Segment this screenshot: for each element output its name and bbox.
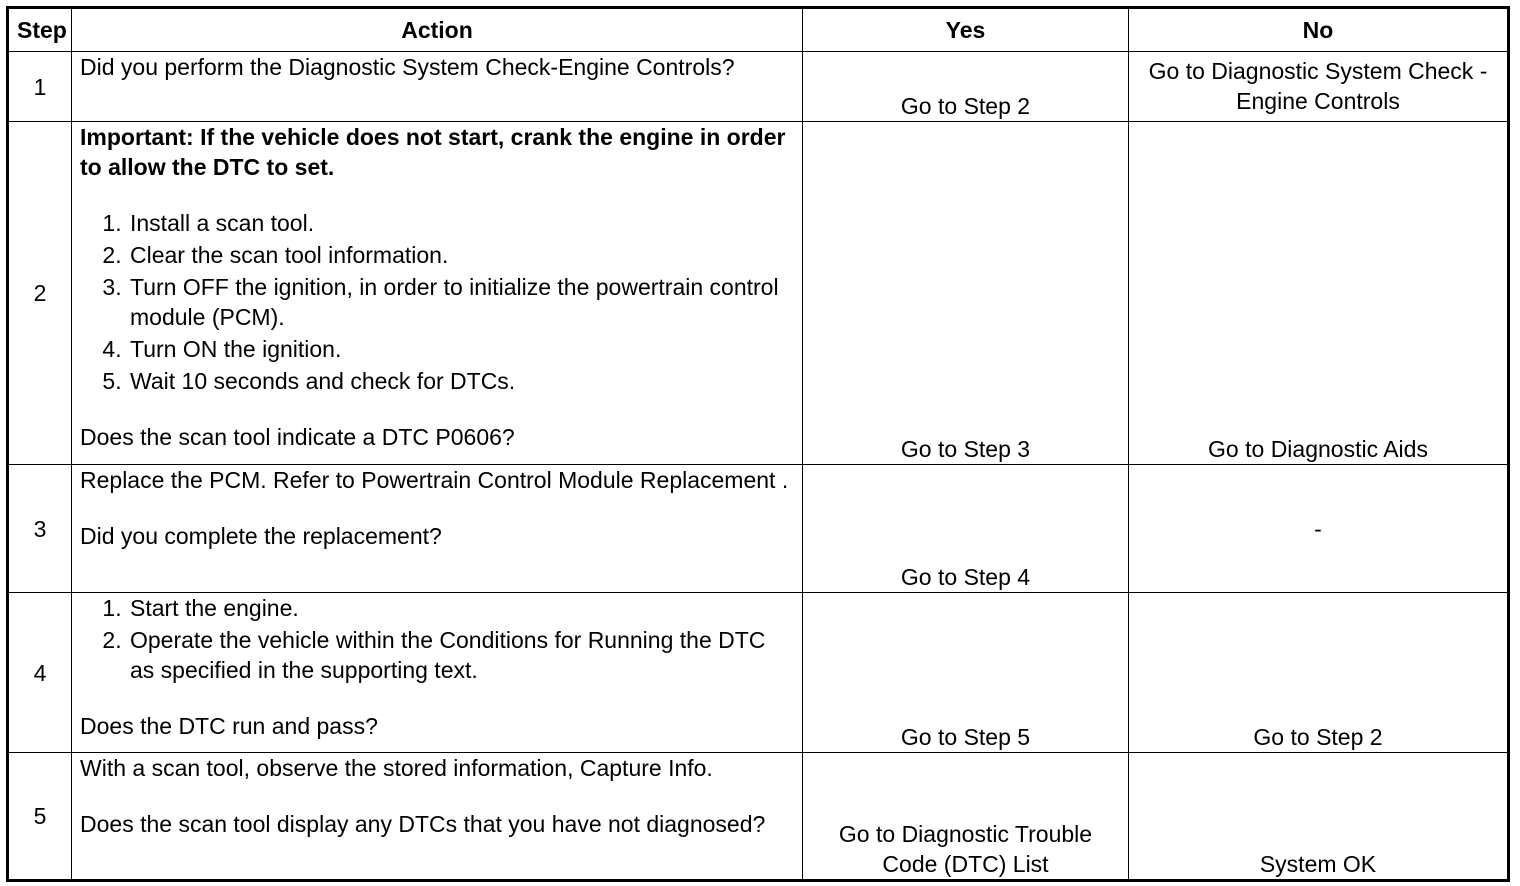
header-action: Action: [72, 8, 803, 52]
table-row: [8, 465, 1509, 593]
action-text: Did you perform the Diagnostic System Check-Engine Controls?: [80, 54, 735, 80]
yes-cell: Go to Diagnostic Trouble Code (DTC) List: [803, 753, 1129, 881]
action-text: Replace the PCM. Refer to Powertrain Control Module Replacement .: [80, 467, 789, 493]
list-item: 3. Turn OFF the ignition, in order to initialize the powertrain control module (PCM).: [128, 272, 794, 332]
action-cell: [72, 52, 803, 122]
action-cell: [72, 465, 803, 593]
step-number: 2: [8, 122, 72, 465]
question-text: Did you complete the replacement?: [80, 523, 442, 549]
table-row: [8, 753, 1509, 881]
question-text: Does the scan tool indicate a DTC P0606?: [80, 424, 515, 450]
list-item: 1. Install a scan tool.: [128, 208, 794, 238]
list-item: 5. Wait 10 seconds and check for DTCs.: [128, 366, 794, 396]
step-number: 5: [8, 753, 72, 881]
list-item: 4. Turn ON the ignition.: [128, 334, 794, 364]
no-cell: Go to Step 2: [1129, 593, 1509, 753]
no-cell: Go to Diagnostic System Check - Engine Controls: [1129, 52, 1509, 122]
action-cell: [72, 753, 803, 881]
step-number: 3: [8, 465, 72, 593]
procedure-list: [80, 593, 794, 685]
no-cell: System OK: [1129, 753, 1509, 881]
step-number: 1: [8, 52, 72, 122]
table-row: [8, 122, 1509, 465]
list-item: 1. Start the engine.: [128, 593, 794, 623]
important-note: Important: If the vehicle does not start, crank the engine in order to allow the DTC to set.: [80, 124, 786, 180]
question-text: Does the scan tool display any DTCs that you have not diagnosed?: [80, 811, 766, 837]
action-cell: [72, 122, 803, 465]
header-yes: Yes: [803, 8, 1129, 52]
step-number: 4: [8, 593, 72, 753]
yes-cell: Go to Step 2: [803, 52, 1129, 122]
action-cell: [72, 593, 803, 753]
table-row: [8, 52, 1509, 122]
no-cell: Go to Diagnostic Aids: [1129, 122, 1509, 465]
yes-cell: Go to Step 5: [803, 593, 1129, 753]
no-cell: -: [1129, 465, 1509, 593]
header-step: Step: [8, 8, 72, 52]
procedure-list: [80, 208, 794, 396]
list-item: 2. Operate the vehicle within the Conditions for Running the DTC as specified in the supporting text.: [128, 625, 794, 685]
action-text: With a scan tool, observe the stored information, Capture Info.: [80, 755, 713, 781]
list-item: 2. Clear the scan tool information.: [128, 240, 794, 270]
table-row: [8, 593, 1509, 753]
question-text: Does the DTC run and pass?: [80, 713, 378, 739]
header-no: No: [1129, 8, 1509, 52]
yes-cell: Go to Step 4: [803, 465, 1129, 593]
yes-cell: Go to Step 3: [803, 122, 1129, 465]
diagnostic-table: [6, 6, 1510, 882]
header-row: [8, 8, 1509, 52]
